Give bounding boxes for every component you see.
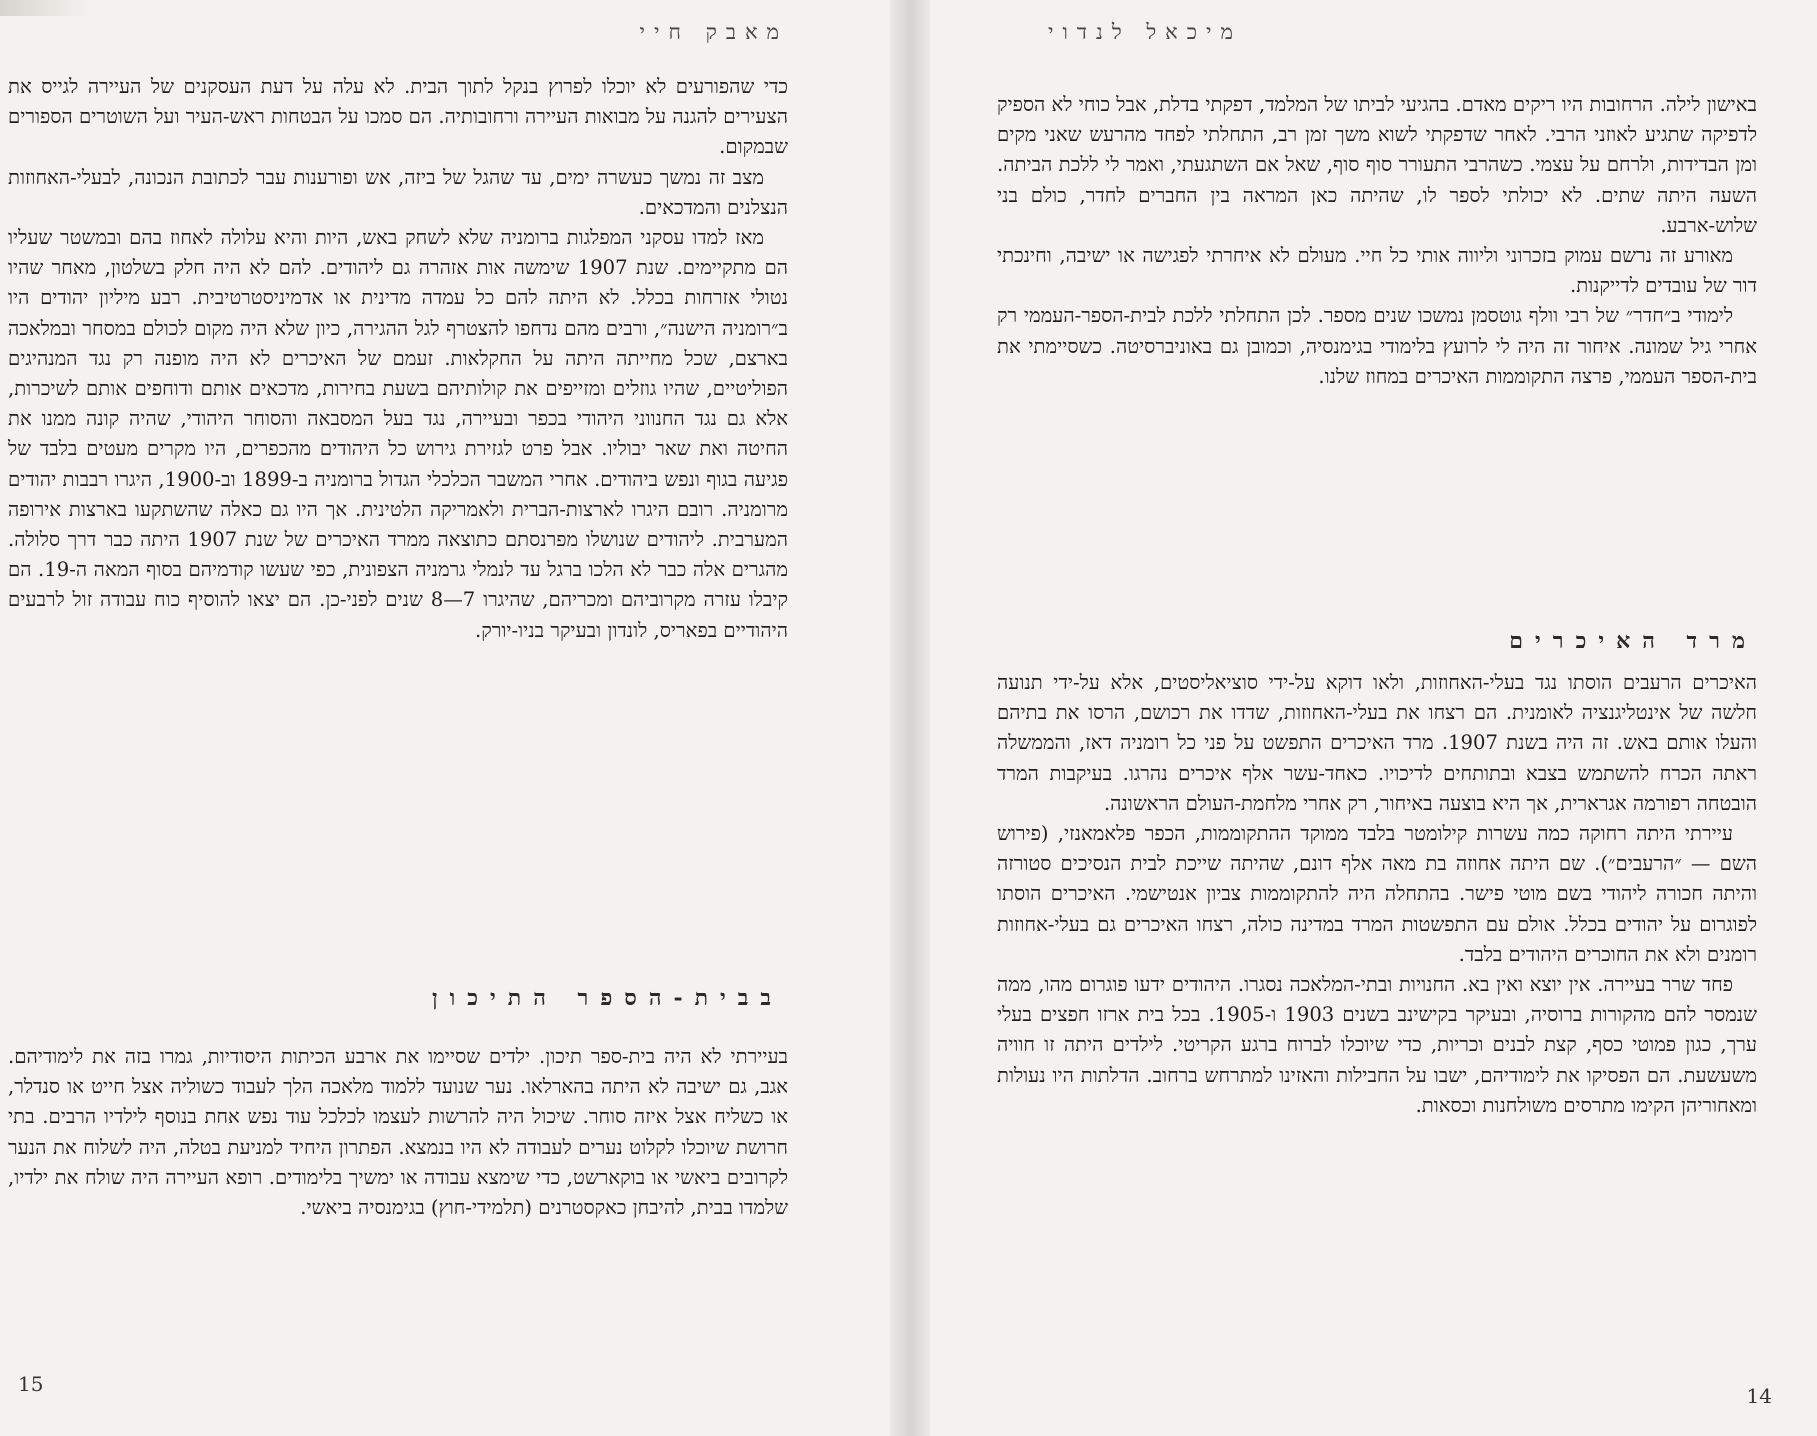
left-bottom-text <box>8 1042 788 1223</box>
paragraph: עיירתי היתה רחוקה כמה עשרות קילומטר בלבד ממוקד ההתקוממות, הכפר פלאמאנזי, (פירוש השם — ״הרעבים״). שם היתה אחוזה בת מאה אלף דונם, שהיתה שייכת לבית הנסיכים סטורזה והיתה חכורה ליהודי בשם מוטי פישר. בהתחלה היה להתקוממות צביון אנטישמי. האיכרים הוסתו לפוגרום על יהודים בכלל. אולם עם התפשטות המרד במדינה כולה, רצחו האיכרים גם בעלי-אחוזות רומנים ולא את החוכרים היהודים בלבד. <box>997 822 1757 966</box>
paragraph: מאז למדו עסקני המפלגות ברומניה שלא לשחק באש, היות והיא עלולה לאחוז בהם ובמשטר שעליו הם מתקיימים. שנת 1907 שימשה אות אזהרה גם ליהודים. להם לא היה חלק בשלטון, מאחר שהיו נטולי אזרחות בכלל. לא היתה להם כל עמדה מדינית או אדמיניסטרטיבית. רבע מיליון יהודים היו ב״רומניה הישנה״, ורבים מהם נדחפו להצטרף לגל ההגירה, כיון שלא היה מקום לכולם במסחר ובמלאכה בארצם, שכל מחייתה היתה על החקלאות. זעמם של האיכרים לא היה מופנה רק נגד המנהיגים הפוליטיים, שהיו גוזלים ומזייפים את קולותיהם בשעת בחירות, מדכאים אותם ודוחפים אותם לשיכרות, אלא גם נגד החנווני היהודי בכפר ובעיירה, נגד בעל המסבאה והסוחר היהודי, שהיה קונה ממנו את החיטה ואת שאר יבוליו. אבל פרט לגזירת גירוש כל היהודים מהכפרים, היו מקרים מעטים בלבד של פגיעה בגוף ונפש ביהודים. אחרי המשבר הכלכלי הגדול ברומניה ב-1899 וב-1900, היגרו רבבות יהודים מרומניה. רובם היגרו לארצות-הברית ולאמריקה הלטינית. אך היו גם כאלה שהשתקעו בארצות אירופה המערבית. ליהודים שנושלו מפרנסתם כתוצאה ממרד האיכרים של שנת 1907 היתה כבר דרך סלולה. מהגרים אלה כבר לא הלכו ברגל עד לנמלי גרמניה הצפונית, כפי שעשו קודמיהם בסוף המאה ה-19. הם קיבלו עזרה מקרוביהם ומכריהם, שהיגרו 7—8 שנים לפני-כן. הם יצאו להוסיף כוח עבודה זול לרבעים היהודיים בפאריס, לונדון ובעיקר בניו-יורק. <box>8 226 789 642</box>
paragraph: לימודי ב״חדר״ של רבי וולף גוטסמן נמשכו שנים מספר. לכן התחלתי ללכת לבית-הספר-העממי רק אחרי גיל שמונה. איחור זה היה לי לרועץ בלימודי בגימנסיה, וכמובן גם באוניברסיטה. כשסיימתי את בית-הספר העממי, פרצה התקוממות האיכרים במחוז שלנו. <box>997 304 1757 388</box>
paragraph: בעיירתי לא היה בית-ספר תיכון. ילדים שסיימו את ארבע הכיתות היסודיות, גמרו בזה את לימודיהם. אגב, גם ישיבה לא היתה בהארלאו. נער שנועד ללמוד מלאכה הלך לעבוד כשוליה אצל חייט או סנדלר, או כשליח אצל איזה סוחר. שיכול היה להרשות לעצמו לכלכל עוד נפש אחת בנוסף לילדיו הרבים. בתי חרושת שיוכלו לקלוט נערים לעבודה לא היו בנמצא. הפתרון היחיד למניעת בטלה, היה לשלוח את הנער לקרובים ביאשי או בוקארשט, כדי שימצא עבודה או ימשיך בלימודים. רופא העיירה היה שולח את ילדיו, שלמדו בבית, להיבחן כאקסטרנים (תלמידי-חוץ) בגימנסיה ביאשי. <box>8 1045 788 1220</box>
right-page <box>908 0 1817 1436</box>
section-heading-left: בבית-הספר התיכון <box>432 985 783 1011</box>
paragraph: באישון לילה. הרחובות היו ריקים מאדם. בהגיעי לביתו של המלמד, דפקתי בדלת, אבל כוחי לא הספיק לדפיקה שתגיע לאוזני הרבי. לאחר שדפקתי לשוא משך זמן רב, התחלתי לפחד מהרעש שאני מקים ומן הבדידות, ולרחם על עצמי. כשהרבי התעורר סוף סוף, שאל אם השתגעתי, ואמר לי ללכת הביתה. השעה היתה שתים. לא יכולתי לספר לו, שהיתה כאן המראה בין החברים לחדר, כולם בני שלוש-ארבע. <box>997 93 1757 237</box>
section-heading-right: מרד האיכרים <box>1509 628 1757 654</box>
running-head-right: מיכאל לנדוי <box>1048 20 1242 44</box>
page-number-right: 14 <box>1746 1384 1772 1408</box>
page-number-left: 15 <box>18 1372 44 1396</box>
right-bottom-text <box>997 668 1757 1121</box>
paragraph: מצב זה נמשך כעשרה ימים, עד שהגל של ביזה, אש ופורענות עבר לכתובת הנכונה, לבעלי-האחוזות הנצלנים והמדכאים. <box>8 165 788 219</box>
right-top-text <box>997 90 1757 392</box>
scan-smudge <box>0 0 90 16</box>
left-page <box>0 0 908 1436</box>
paragraph: כדי שהפורעים לא יוכלו לפרוץ בנקל לתוך הבית. לא עלה על דעת העסקנים של העיירה לגייס את הצעירים להגנה על מבואות העיירה ורחובותיה. הם סמכו על הבטחות ראש-העיר ועל השוטרים הספורים שבמקום. <box>8 75 788 159</box>
paragraph: מאורע זה נרשם עמוק בזכרוני וליווה אותי כל חיי. מעולם לא איחרתי לפגישה או ישיבה, וחינכתי דור של עובדים לדייקנות. <box>997 244 1757 298</box>
paragraph: פחד שרר בעיירה. אין יוצא ואין בא. החנויות ובתי-המלאכה נסגרו. היהודים ידעו פוגרום מהו, ממה שנמסר להם מהקורות ברוסיה, ובעיקר בקישינב בשנים 1903 ו-1905. בכל בית ארזו חפצים בעלי ערך, כגון פמוטי כסף, קצת לבנים וכריות, כדי שיוכלו לברוח ברגע הקריטי. לילדים היתה זו חוויה משעשעת. הם הפסיקו את לימודיהם, ישבו על החבילות והאזינו למתרחש ברחוב. הדלתות היו נעולות ומאחוריהן הקימו מתרסים משולחנות וכסאות. <box>997 973 1757 1117</box>
running-head-left: מאבק חיי <box>639 20 788 44</box>
paragraph: האיכרים הרעבים הוסתו נגד בעלי-האחוזות, ולאו דוקא על-ידי סוציאליסטים, אלא על-ידי תנועה חלשה של אינטליגנציה לאומנית. הם רצחו את בעלי-האחוזות, שדדו את רכושם, הרסו את בתיהם והעלו אותם באש. זה היה בשנת 1907. מרד האיכרים התפשט על פני כל רומניה דאז, והממשלה ראתה הכרח להשתמש בצבא ובתותחים לדיכויו. כאחד-עשר אלף איכרים נהרגו. בעיקבות המרד הובטחה רפורמה אגרארית, אך היא בוצעה באיחור, רק אחרי מלחמת-העולם הראשונה. <box>997 671 1757 815</box>
left-top-text <box>8 72 788 646</box>
